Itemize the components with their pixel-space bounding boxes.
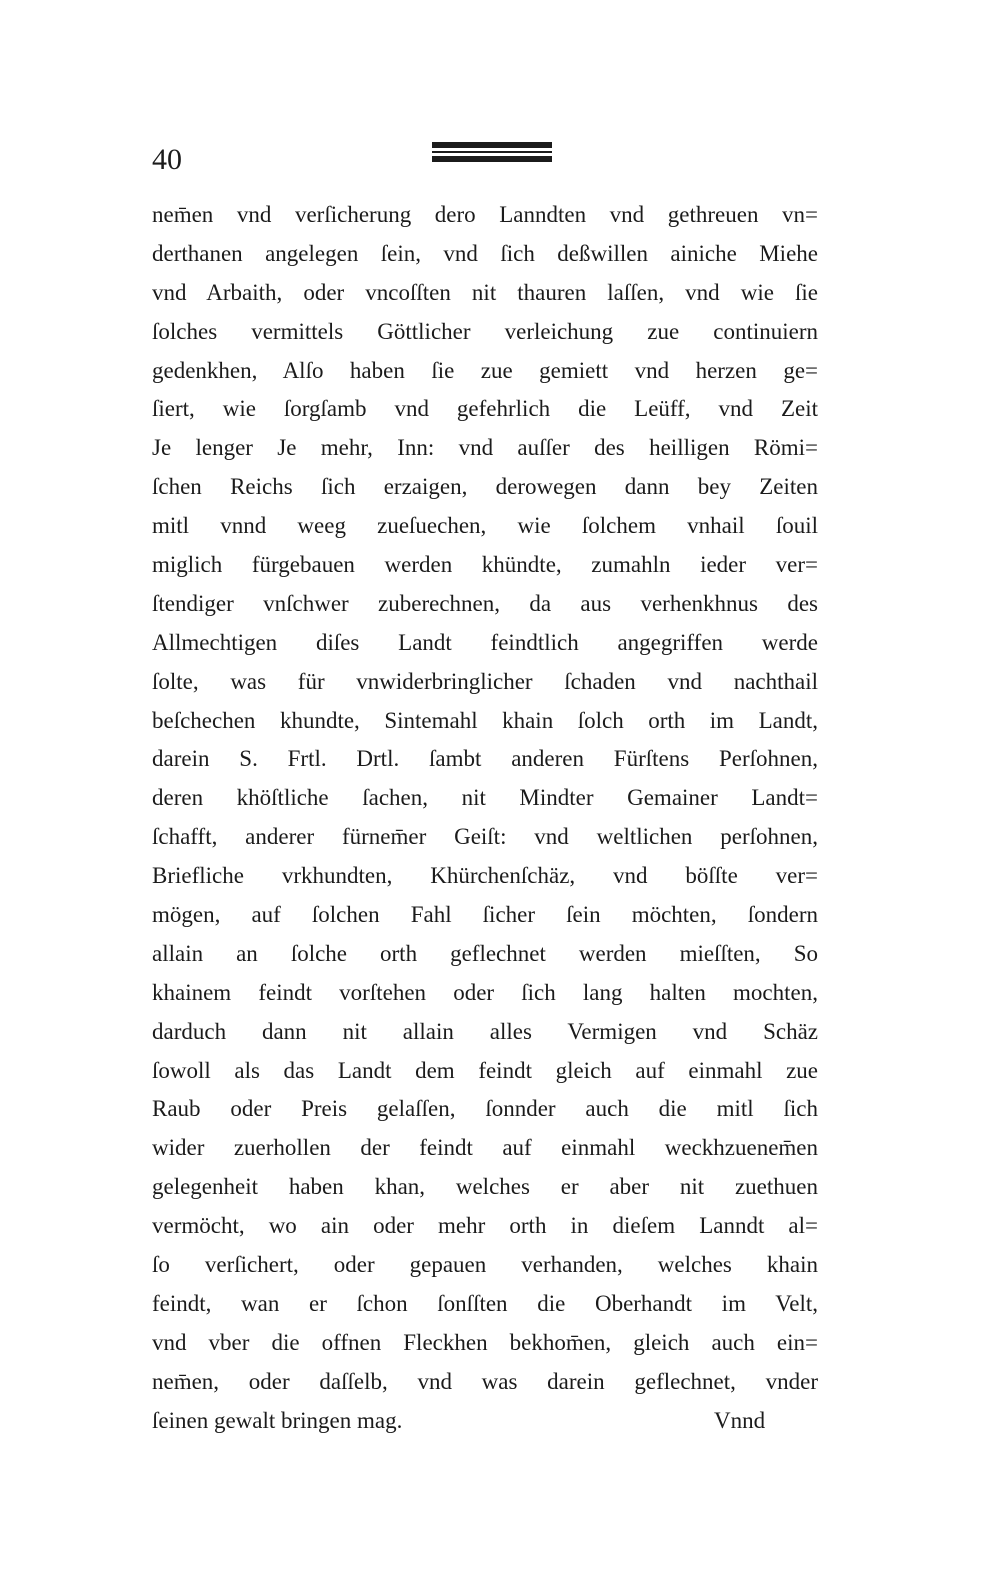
page-number: 40: [152, 143, 182, 176]
text-line-content: deren khöſtliche ſachen, nit Mindter Gemainer Landt=: [152, 785, 818, 811]
text-line: [152, 702, 818, 741]
text-line: [152, 1052, 818, 1091]
text-line-content: mitl vnnd weeg zueſuechen, wie ſolchem vnhail ſouil: [152, 513, 818, 539]
text-line: [152, 546, 818, 585]
text-line: [152, 974, 818, 1013]
text-line: [152, 313, 818, 352]
ornament-bar-top: [432, 142, 552, 148]
text-line-content: vnd vber die offnen Fleckhen bekhom̄en, gleich auch ein=: [152, 1329, 818, 1355]
text-line-content: ſiert, wie ſorgſamb vnd gefehrlich die Leüff, vnd Zeit: [152, 396, 818, 422]
text-line: [152, 857, 818, 896]
text-line-content: khainem feindt vorſtehen oder ſich lang halten mochten,: [152, 979, 818, 1005]
text-line-content: Briefliche vrkhundten, Khürchenſchäz, vnd böſſte ver=: [152, 863, 818, 889]
text-line: [152, 352, 818, 391]
text-line: [152, 1285, 818, 1324]
text-line-content: gelegenheit haben khan, welches er aber nit zuethuen: [152, 1174, 818, 1200]
text-line: [152, 274, 818, 313]
text-line: [152, 740, 818, 779]
text-line-content: allain an ſolche orth geflechnet werden mieſſten, So: [152, 940, 818, 966]
text-line: [152, 1168, 818, 1207]
text-line-content: vermöcht, wo ain oder mehr orth in dieſem Lanndt al=: [152, 1213, 818, 1239]
text-line-content: darein S. Frtl. Drtl. ſambt anderen Fürſtens Perſohnen,: [152, 746, 818, 772]
text-line-content: mögen, auf ſolchen Fahl ſicher ſein möchten, ſondern: [152, 902, 818, 928]
ornament-bar-bottom: [432, 156, 552, 162]
text-line: [152, 818, 818, 857]
text-line: [152, 1090, 818, 1129]
text-line: [152, 935, 818, 974]
text-line: [152, 624, 818, 663]
text-line-content: ſo verſichert, oder gepauen verhanden, welches khain: [152, 1252, 818, 1278]
text-line-content: gedenkhen, Alſo haben ſie zue gemiett vnd herzen ge=: [152, 357, 818, 383]
text-line-content: derthanen angelegen ſein, vnd ſich deßwillen ainiche Miehe: [152, 240, 818, 266]
text-line: [152, 896, 818, 935]
text-line: [152, 1402, 818, 1441]
body-text: [152, 196, 818, 1441]
text-line-content: ſolte, was für vnwiderbringlicher ſchaden vnd nachthail: [152, 668, 818, 694]
text-line-content: feindt, wan er ſchon ſonſſten die Oberhandt im Velt,: [152, 1290, 818, 1316]
text-line-content: Allmechtigen diſes Landt feindtlich angegriffen werde: [152, 629, 818, 655]
text-line: [152, 1013, 818, 1052]
text-line: [152, 1363, 818, 1402]
text-line-content: beſchechen khundte, Sintemahl khain ſolch orth im Landt,: [152, 707, 818, 733]
text-line-content: wider zuerhollen der feindt auf einmahl weckhzuenem̄en: [152, 1135, 818, 1161]
text-line-content: Je lenger Je mehr, Inn: vnd auſſer des heilligen Römi=: [152, 435, 818, 461]
ornament-bar-middle: [432, 151, 552, 153]
text-line: [152, 1129, 818, 1168]
text-line-content: ſchen Reichs ſich erzaigen, derowegen dann bey Zeiten: [152, 474, 818, 500]
text-line-content: ſolches vermittels Göttlicher verleichung zue continuiern: [152, 318, 818, 344]
text-line-content: ſtendiger vnſchwer zuberechnen, da aus verhenkhnus des: [152, 590, 818, 616]
text-line: [152, 507, 818, 546]
text-line-content: nem̄en vnd verſicherung dero Lanndten vnd gethreuen vn=: [152, 202, 818, 227]
text-line: [152, 429, 818, 468]
text-line: [152, 1324, 818, 1363]
text-line: [152, 235, 818, 274]
text-line-content: darduch dann nit allain alles Vermigen vnd Schäz: [152, 1018, 818, 1044]
text-line: [152, 390, 818, 429]
text-line-content: ſowoll als das Landt dem feindt gleich auf einmahl zue: [152, 1057, 818, 1083]
text-line-content: vnd Arbaith, oder vncoſſten nit thauren laſſen, vnd wie ſie: [152, 279, 818, 305]
text-line: [152, 468, 818, 507]
text-line: [152, 1207, 818, 1246]
text-line-content: Raub oder Preis gelaſſen, ſonnder auch die mitl ſich: [152, 1096, 818, 1122]
text-line: [152, 663, 818, 702]
text-line-content: ſchafft, anderer fürnem̄er Geiſt: vnd weltlichen perſohnen,: [152, 824, 818, 850]
header-ornament-rule: [432, 142, 552, 164]
text-line-content: ſeinen gewalt bringen mag.: [152, 1407, 403, 1433]
text-line-content: nem̄en, oder daſſelb, vnd was darein geflechnet, vnder: [152, 1368, 818, 1394]
text-line-content: miglich fürgebauen werden khündte, zumahln ieder ver=: [152, 552, 818, 578]
text-line: [152, 196, 818, 235]
catchword: Vnnd: [714, 1407, 766, 1433]
text-line: [152, 779, 818, 818]
text-line: [152, 1246, 818, 1285]
text-line: [152, 585, 818, 624]
